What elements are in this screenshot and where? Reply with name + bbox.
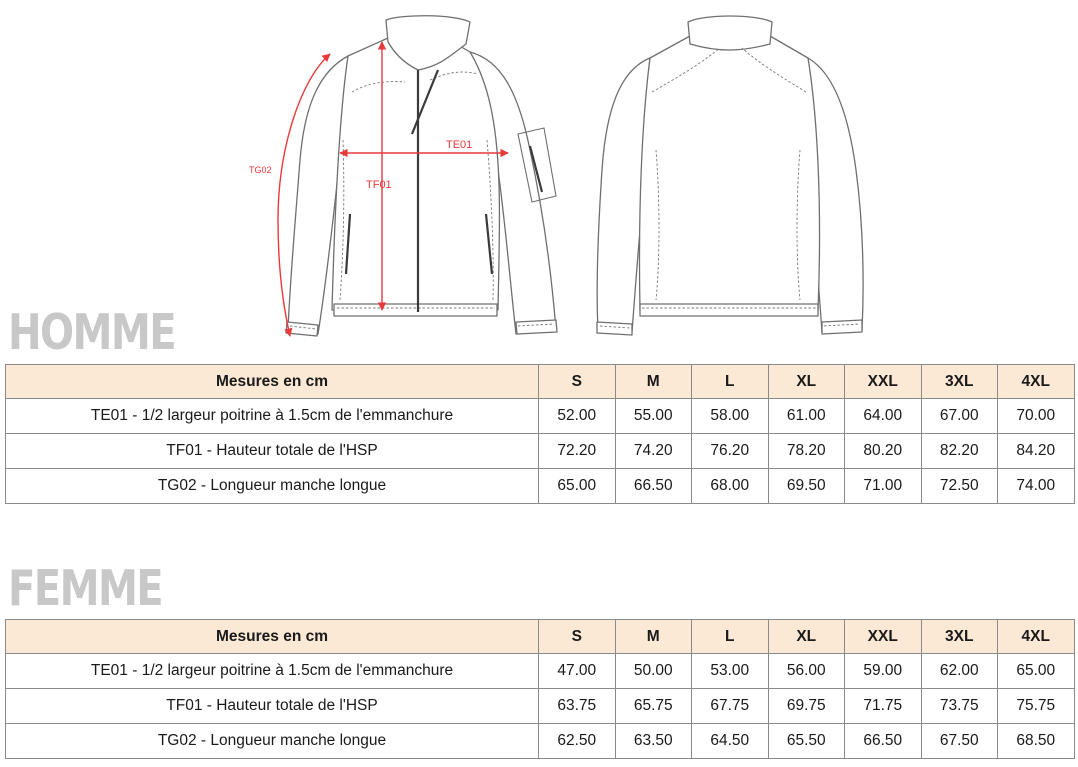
size-header: M xyxy=(615,365,692,399)
table-cell: 73.75 xyxy=(921,689,998,724)
table-cell: 66.50 xyxy=(615,469,692,504)
table-cell: 82.20 xyxy=(921,434,998,469)
table-cell: 74.20 xyxy=(615,434,692,469)
row-label: TE01 - 1/2 largeur poitrine à 1.5cm de l'emmanchure xyxy=(6,654,539,689)
header-label: Mesures en cm xyxy=(6,365,539,399)
table-cell: 68.00 xyxy=(692,469,769,504)
table-cell: 67.50 xyxy=(921,724,998,759)
table-cell: 55.00 xyxy=(615,399,692,434)
row-label: TE01 - 1/2 largeur poitrine à 1.5cm de l'emmanchure xyxy=(6,399,539,434)
table-cell: 76.20 xyxy=(692,434,769,469)
header-label: Mesures en cm xyxy=(6,620,539,654)
table-cell: 53.00 xyxy=(692,654,769,689)
table-cell: 67.75 xyxy=(692,689,769,724)
table-cell: 80.20 xyxy=(845,434,922,469)
back-hem xyxy=(640,304,818,316)
table-cell: 66.50 xyxy=(845,724,922,759)
table-cell: 71.00 xyxy=(845,469,922,504)
table-cell: 65.00 xyxy=(998,654,1075,689)
table-cell: 70.00 xyxy=(998,399,1075,434)
table-row xyxy=(6,689,1075,724)
row-label: TG02 - Longueur manche longue xyxy=(6,724,539,759)
row-label: TG02 - Longueur manche longue xyxy=(6,469,539,504)
table-cell: 84.20 xyxy=(998,434,1075,469)
table-cell: 71.75 xyxy=(845,689,922,724)
table-cell: 65.75 xyxy=(615,689,692,724)
front-body xyxy=(332,38,499,310)
table-cell: 63.50 xyxy=(615,724,692,759)
table-cell: 64.50 xyxy=(692,724,769,759)
table-cell: 52.00 xyxy=(539,399,616,434)
table-cell: 67.00 xyxy=(921,399,998,434)
table-cell: 69.50 xyxy=(768,469,845,504)
back-left-cuff xyxy=(597,322,632,335)
table-cell: 62.50 xyxy=(539,724,616,759)
table-cell: 64.00 xyxy=(845,399,922,434)
front-right-cuff xyxy=(516,320,557,334)
size-header: S xyxy=(539,620,616,654)
table-row xyxy=(6,469,1075,504)
jacket-back-view xyxy=(597,16,863,335)
row-label: TF01 - Hauteur totale de l'HSP xyxy=(6,689,539,724)
table-row xyxy=(6,724,1075,759)
tg02-label: TG02 xyxy=(249,165,272,175)
tf01-label: TF01 xyxy=(366,179,392,191)
size-header: M xyxy=(615,620,692,654)
table-cell: 50.00 xyxy=(615,654,692,689)
table-cell: 65.00 xyxy=(539,469,616,504)
front-hem xyxy=(334,304,497,316)
table-cell: 72.20 xyxy=(539,434,616,469)
table-cell: 65.50 xyxy=(768,724,845,759)
jacket-front-view xyxy=(286,16,557,336)
jacket-diagram xyxy=(240,8,880,344)
size-header: XXL xyxy=(845,620,922,654)
section-title-homme: HOMME xyxy=(8,304,176,361)
row-label: TF01 - Hauteur totale de l'HSP xyxy=(6,434,539,469)
size-header: 4XL xyxy=(998,620,1075,654)
table-cell: 74.00 xyxy=(998,469,1075,504)
table-cell: 63.75 xyxy=(539,689,616,724)
table-cell: 61.00 xyxy=(768,399,845,434)
size-header: S xyxy=(539,365,616,399)
table-cell: 75.75 xyxy=(998,689,1075,724)
table-cell: 47.00 xyxy=(539,654,616,689)
size-header: 4XL xyxy=(998,365,1075,399)
table-row xyxy=(6,434,1075,469)
size-header: 3XL xyxy=(921,365,998,399)
section-title-femme: FEMME xyxy=(8,560,163,617)
table-cell: 56.00 xyxy=(768,654,845,689)
table-cell: 69.75 xyxy=(768,689,845,724)
table-cell: 62.00 xyxy=(921,654,998,689)
back-collar xyxy=(688,16,772,50)
back-right-cuff xyxy=(822,320,862,334)
table-cell: 78.20 xyxy=(768,434,845,469)
te01-label: TE01 xyxy=(446,139,473,151)
size-header: XL xyxy=(768,365,845,399)
size-header: L xyxy=(692,365,769,399)
size-header: L xyxy=(692,620,769,654)
table-cell: 58.00 xyxy=(692,399,769,434)
table-row xyxy=(6,654,1075,689)
table-header-row xyxy=(6,365,1075,399)
table-cell: 72.50 xyxy=(921,469,998,504)
table-row xyxy=(6,399,1075,434)
table-cell: 68.50 xyxy=(998,724,1075,759)
size-header: XL xyxy=(768,620,845,654)
table-cell: 59.00 xyxy=(845,654,922,689)
table-header-row xyxy=(6,620,1075,654)
size-header: XXL xyxy=(845,365,922,399)
size-table-femme xyxy=(5,619,1075,759)
size-table-homme xyxy=(5,364,1075,504)
size-header: 3XL xyxy=(921,620,998,654)
back-body xyxy=(639,36,819,310)
